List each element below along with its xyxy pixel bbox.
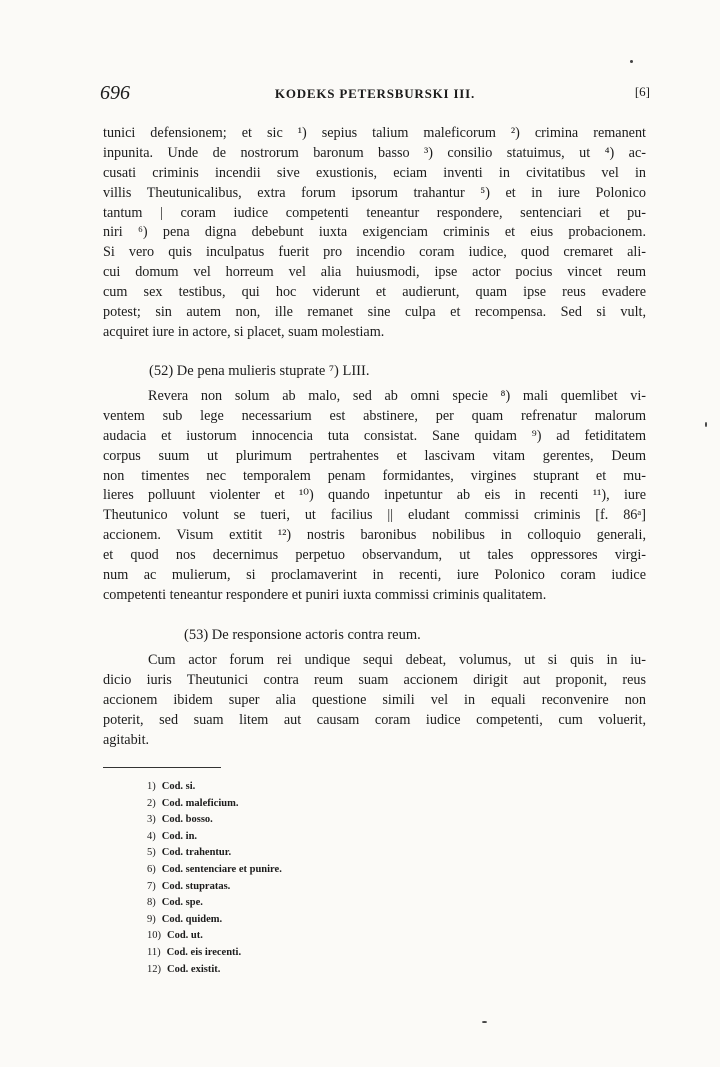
footnote-number: 11) bbox=[147, 946, 161, 958]
footnote-number: 1) bbox=[147, 781, 156, 792]
footnote bbox=[147, 928, 282, 945]
footnote-text: Cod. si. bbox=[161, 781, 196, 792]
footnote bbox=[147, 796, 282, 813]
text-line: potest; sin autem non, ille remanet sine culpa et recompensa. Sed si vult, bbox=[103, 304, 646, 321]
footnote-text: Cod. spe. bbox=[161, 897, 203, 909]
footnote-text: Cod. eis irecenti. bbox=[166, 946, 242, 958]
text-line: Si vero quis inculpatus fuerit pro incendio coram iudice, quod cremaret ali- bbox=[103, 244, 646, 261]
footnote-number: 7) bbox=[147, 880, 156, 892]
footnote bbox=[147, 779, 282, 796]
footnote-number: 10) bbox=[147, 930, 161, 942]
text-line: inpunita. Unde de nostrorum baronum basso ³) consilio statuimus, ut ⁴) ac- bbox=[103, 144, 646, 161]
text-line: cum sex testibus, qui hoc viderunt et audierunt, quam ipse reus evadere bbox=[103, 284, 646, 301]
text-line: cui domum vel horreum vel alia huiusmodi, ipse actor pocius vincet reum bbox=[103, 264, 646, 281]
footnote-text: Cod. maleficium. bbox=[161, 797, 239, 809]
footnote bbox=[147, 912, 282, 929]
scan-speck bbox=[705, 422, 707, 427]
footnote-number: 6) bbox=[147, 863, 156, 875]
paragraph-3 bbox=[103, 651, 646, 750]
section-heading-53: (53) De responsione actoris contra reum. bbox=[184, 627, 421, 643]
text-line: cusati criminis incendii sive exustionis, eciam inventi in civitatibus vel in bbox=[103, 164, 646, 181]
text-line: Theutunico volunt se tueri, ut facilius || eludant commissi criminis [f. 86ᵃ] bbox=[103, 507, 646, 524]
footnote bbox=[147, 962, 282, 979]
folio-marker: [6] bbox=[634, 84, 650, 99]
page-number: 696 bbox=[100, 82, 130, 104]
text-line: non timentes nec temporalem penam formidantes, virgines stuprant et mu- bbox=[103, 467, 646, 484]
text-line: et quod nos decernimus perpetuo observandum, ut tales oppressores virgi- bbox=[103, 547, 646, 564]
text-line: audacia et iustorum innocencia tuta consistat. Sane quidam ⁹) ad fetiditatem bbox=[103, 427, 646, 444]
text-line: dicio iuris Theutunici contra reum suam accionem dirigit aut proponit, reus bbox=[103, 671, 646, 688]
footnote-number: 5) bbox=[147, 847, 156, 859]
paragraph-2 bbox=[103, 387, 646, 606]
text-line: acquiret iure in actore, si placet, suam molestiam. bbox=[103, 323, 385, 340]
footnote-text: Cod. existit. bbox=[167, 963, 221, 975]
text-line: corpus suum ut plurimum pertrahentes et lascivam vitam gerentes, Deum bbox=[103, 447, 646, 464]
section-heading-52: (52) De pena mulieris stuprate ⁷) LIII. bbox=[149, 363, 370, 379]
footnote-number: 9) bbox=[147, 913, 156, 925]
text-line: ventem sub lege necessarium est abstinere, per quam refrenatur malorum bbox=[103, 407, 646, 424]
footnote-text: Cod. trahentur. bbox=[161, 847, 232, 859]
footnote-text: Cod. quidem. bbox=[161, 913, 223, 925]
footnote-number: 12) bbox=[147, 963, 161, 975]
footnote-text: Cod. sentenciare et punire. bbox=[161, 863, 282, 875]
running-title: KODEKS PETERSBURSKI III. bbox=[274, 86, 476, 101]
footnote-text: Cod. bosso. bbox=[161, 814, 213, 826]
footnote bbox=[147, 862, 282, 879]
scan-speck bbox=[482, 1021, 487, 1023]
text-line: lieres polluunt violenter et ¹⁰) quando inpetuntur ab eis in recenti ¹¹), iure bbox=[103, 487, 646, 504]
text-line: accionem ibidem super alia questione simili vel in equali reconvenire non bbox=[103, 691, 646, 708]
footnote-text: Cod. in. bbox=[161, 830, 198, 842]
text-line: Revera non solum ab malo, sed ab omni specie ⁸) mali quemlibet vi- bbox=[148, 388, 646, 404]
text-line: competenti teneantur respondere et puniri iuxta commissi criminis qualitatem. bbox=[103, 586, 547, 603]
page-header bbox=[100, 82, 650, 102]
footnote bbox=[147, 829, 282, 846]
footnote-number: 2) bbox=[147, 797, 156, 809]
text-line: accionem. Visum extitit ¹²) nostris baronibus nobilibus in colloquio generali, bbox=[103, 527, 646, 544]
footnote-number: 3) bbox=[147, 814, 156, 826]
footnote bbox=[147, 845, 282, 862]
footnote bbox=[147, 895, 282, 912]
footnote bbox=[147, 879, 282, 896]
text-line: tantum | coram iudice competenti teneantur respondere, sentenciari et pu- bbox=[103, 204, 646, 221]
footnote bbox=[147, 812, 282, 829]
text-line: tunici defensionem; et sic ¹) sepius talium maleficorum ²) crimina remanent bbox=[103, 125, 646, 141]
footnote-number: 8) bbox=[147, 897, 156, 909]
footnote-text: Cod. ut. bbox=[167, 930, 203, 942]
scan-speck bbox=[630, 60, 633, 63]
footnote bbox=[147, 945, 282, 962]
footnote-number: 4) bbox=[147, 830, 156, 842]
text-line: villis Theutunicalibus, extra forum ipsorum trahantur ⁵) et in iure Polonico bbox=[103, 184, 646, 201]
footnote-divider bbox=[103, 767, 221, 768]
footnote-text: Cod. stupratas. bbox=[161, 880, 231, 892]
footnotes bbox=[147, 779, 282, 978]
text-line: agitabit. bbox=[103, 731, 150, 748]
text-line: poterit, sed suam litem aut causam coram iudice competenti, cum voluerit, bbox=[103, 711, 646, 728]
text-line: num ac mulierum, si proclamaverint in recenti, iure Polonico coram iudice bbox=[103, 567, 646, 584]
paragraph-1 bbox=[103, 124, 646, 343]
text-line: niri ⁶) pena digna debebunt iuxta exigenciam criminis et eius probacionem. bbox=[103, 224, 646, 241]
text-line: Cum actor forum rei undique sequi debeat, volumus, ut si quis in iu- bbox=[148, 652, 646, 668]
